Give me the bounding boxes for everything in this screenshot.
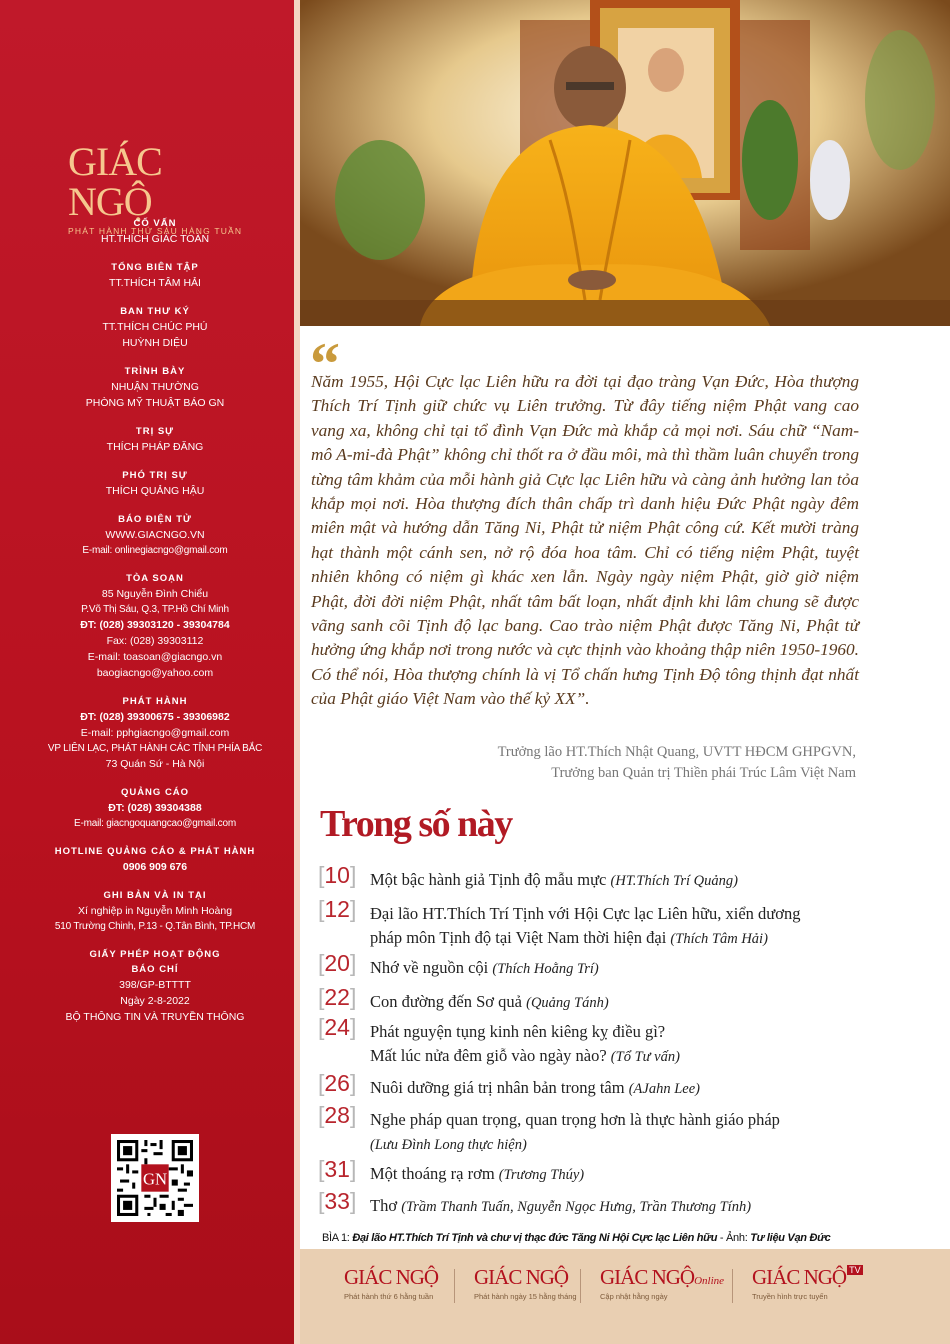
masthead-block: [20, 260, 290, 291]
toc-entry-line: [370, 956, 930, 981]
toc-page-number: [12]: [318, 896, 357, 922]
toc-entry-line: [370, 990, 930, 1015]
attribution-line-2: Trưởng ban Quản trị Thiền phái Trúc Lâm Việt Nam: [551, 765, 856, 781]
toc-article-title: Nghe pháp quan trọng, quan trọng hơn là thực hành giáo pháp: [370, 1110, 780, 1129]
masthead-block: [20, 888, 290, 934]
attribution-line-1: Trưởng lão HT.Thích Nhật Quang, UVTT HĐCM GHPGVN,: [497, 744, 856, 760]
toc-article-author: (Quảng Tánh): [526, 995, 609, 1011]
brand-tagline: Phát hành ngày 15 hằng tháng: [474, 1292, 577, 1301]
toc-entry-text: [370, 1162, 930, 1187]
toc-entry-text: [370, 990, 930, 1015]
masthead-contact-link[interactable]: E-mail: toasoan@giacngo.vn: [87, 651, 223, 663]
masthead-contact-link[interactable]: E-mail: onlinegiacngo@gmail.com: [82, 545, 228, 556]
masthead-label: CỐ VẤN: [133, 218, 177, 229]
masthead-line: PHÒNG MỸ THUẬT BÁO GN: [85, 397, 225, 409]
brand-name: GIÁC NGỘ TV: [752, 1265, 861, 1289]
masthead-label: TRỊ SỰ: [135, 426, 175, 437]
cover-note-caption: Đại lão HT.Thích Trí Tịnh và chư vị thạc đức Tăng Ni Hội Cực lạc Liên hữu: [352, 1232, 718, 1244]
toc-entry-text: [370, 1020, 930, 1069]
cover-note-prefix: BÌA 1:: [322, 1232, 353, 1244]
masthead-line: Xí nghiệp in Nguyễn Minh Hoàng: [77, 905, 233, 917]
cover-note-credit-label: - Ảnh:: [717, 1232, 751, 1244]
toc-entry-line: [370, 1076, 930, 1101]
footer-brand[interactable]: [600, 1265, 724, 1301]
masthead-label: GHI BẢN VÀ IN TẠI: [103, 890, 207, 901]
toc-entry-line: [370, 1194, 930, 1219]
masthead-label: HOTLINE QUẢNG CÁO & PHÁT HÀNH: [54, 846, 256, 857]
masthead-block: [20, 571, 290, 681]
toc-entry-text: [370, 902, 930, 951]
masthead-line: VP LIÊN LẠC, PHÁT HÀNH CÁC TỈNH PHÍA BẮC: [47, 743, 263, 754]
toc-entry-text: [370, 868, 930, 893]
masthead-line: ĐT: (028) 39303120 - 39304784: [80, 619, 230, 631]
masthead-block: [20, 694, 290, 772]
toc-article-author: (Thích Hoằng Trí): [492, 961, 599, 977]
brand-divider: [580, 1269, 581, 1303]
logo-subtitle: PHÁT HÀNH THỨ SÁU HÀNG TUẦN: [68, 226, 243, 236]
masthead-label: PHÓ TRỊ SỰ: [122, 470, 188, 481]
toc-entry-line: [370, 1044, 930, 1069]
toc-article-author: (AJahn Lee): [628, 1081, 700, 1097]
masthead-block: [20, 844, 290, 875]
toc-page-number: [24]: [318, 1014, 357, 1040]
masthead-label: TRÌNH BÀY: [124, 366, 186, 377]
toc-entry-line: [370, 902, 930, 926]
masthead-line: 85 Nguyễn Đình Chiểu: [101, 588, 209, 600]
brand-name: GIÁC NGỘOnline: [600, 1265, 725, 1289]
toc-entry-line: [370, 1162, 930, 1187]
toc-title: Trong số này: [320, 803, 512, 845]
masthead-line: ĐT: (028) 39304388: [108, 802, 202, 814]
footer-brand[interactable]: [344, 1265, 438, 1301]
masthead-line: TT.THÍCH TÂM HẢI: [109, 277, 201, 289]
brand-tagline: Phát hành thứ 6 hằng tuần: [344, 1292, 434, 1301]
toc-entry-line: [370, 1132, 930, 1157]
masthead-block: [20, 785, 290, 831]
cover-photo: [300, 0, 950, 326]
featured-quote: Năm 1955, Hội Cực lạc Liên hữu ra đời tại đạo tràng Vạn Đức, Hòa thượng Thích Trí Tịnh giữ chức vụ Liên trưởng. Từ đây tiếng niệm Phật vang cao vang xa, không chỉ tại tổ đình Vạn Đức mà khắp cả mọi nơi. Sáu chữ “Nam-mô A-mi-đà Phật” không chỉ thốt ra ở đầu môi, mà thì thầm luân chuyển trong từng tâm khảm của mỗi hành giả Cực lạc Liên hữu và càng ảnh hưởng lan tỏa khắp mọi nơi. Hòa thượng đích thân chấp trì danh hiệu Đức Phật ngày đêm miên mật và hướng dẫn Tăng Ni, Phật tử niệm Phật công cứ. Kết mười tràng hạt thành một cánh sen, nở rộ đóa hoa tâm. Chỉ có tiếng niệm Phật, tuyệt nhiên không có niệm gì khác xen lẫn. Ngày ngày niệm Phật, giờ giờ niệm Phật, đời đời niệm Phật, nhất tâm bất loạn, nhất định khi lâm chung sẽ được vãng sanh cõi Tịnh độ lạc bang. Cao trào niệm Phật được Tăng Ni, Phật tử hưởng ứng khắp nơi trong nước và cực thịnh vào khoảng thập niên 1950-1960. Có thể nói, Hòa thượng chính là vị Tổ chấn hưng Tịnh Độ tông thịnh đạt nhất của Phật giáo Việt Nam vào thế kỷ XX”.: [311, 372, 859, 709]
toc-entry-text: [370, 1194, 930, 1219]
toc-page-number: [31]: [318, 1156, 357, 1182]
brand-tagline: Cập nhật hằng ngày: [600, 1292, 668, 1301]
brand-divider: [732, 1269, 733, 1303]
logo-text: GIÁC NGỘ: [68, 139, 162, 224]
toc-article-author: (Tổ Tư vấn): [610, 1049, 680, 1065]
footer-brands: [300, 1249, 950, 1344]
toc-article-author: (Lưu Đình Long thực hiện): [370, 1137, 527, 1153]
toc-entry-text: [370, 956, 930, 981]
toc-article-author: (HT.Thích Trí Quảng): [610, 873, 738, 889]
masthead-line: 510 Trường Chinh, P.13 - Q.Tân Bình, TP.HCM: [54, 921, 256, 932]
masthead-label: QUẢNG CÁO: [120, 787, 190, 798]
masthead-contact-link[interactable]: E-mail: pphgiacngo@gmail.com: [80, 727, 230, 739]
toc-entry-text: [370, 1076, 930, 1101]
toc-article-title: Thơ: [370, 1196, 402, 1215]
masthead-contact-link[interactable]: E-mail: giacngoquangcao@gmail.com: [74, 818, 236, 829]
masthead-line: Fax: (028) 39303112: [106, 635, 204, 647]
quote-mark-icon: “: [310, 331, 340, 397]
masthead-line: THÍCH QUẢNG HẬU: [105, 485, 205, 497]
toc-article-title: pháp môn Tịnh độ tại Việt Nam thời hiện đại: [370, 928, 671, 947]
masthead-line: NHUẬN THƯỜNG: [111, 381, 199, 393]
masthead-line: BỘ THÔNG TIN VÀ TRUYỀN THÔNG: [65, 1011, 245, 1023]
toc-page-number: [26]: [318, 1070, 357, 1096]
qr-code[interactable]: [111, 1134, 199, 1222]
masthead-block: [20, 364, 290, 411]
masthead-contact-link[interactable]: WWW.GIACNGO.VN: [105, 529, 205, 541]
masthead-line: TT.THÍCH CHÚC PHÚ: [102, 321, 208, 333]
toc-article-author: (Thích Tâm Hải): [670, 931, 768, 947]
masthead-label: PHÁT HÀNH: [122, 696, 188, 707]
toc-entry-line: [370, 1108, 930, 1132]
masthead-line: HUỲNH DIỆU: [122, 337, 188, 349]
monk-photo-illustration: [300, 0, 950, 326]
masthead-block: [20, 468, 290, 499]
toc-article-author: (Trương Thúy): [498, 1167, 585, 1183]
masthead-line: THÍCH PHÁP ĐĂNG: [106, 441, 204, 453]
masthead-line: P.Võ Thị Sáu, Q.3, TP.Hồ Chí Minh: [81, 604, 229, 615]
toc-entry-line: [370, 1020, 930, 1044]
toc-page-number: [10]: [318, 862, 357, 888]
brand-divider: [454, 1269, 455, 1303]
masthead-credits: [20, 216, 290, 1038]
masthead-block: [20, 216, 290, 247]
masthead-sidebar: [0, 0, 294, 1344]
toc-page-number: [28]: [318, 1102, 357, 1128]
qr-badge: GN: [142, 1169, 168, 1189]
toc-entry-line: [370, 868, 930, 893]
qr-code-icon: [117, 1140, 193, 1216]
masthead-line: Ngày 2-8-2022: [120, 995, 190, 1007]
toc-article-title: Mất lúc nửa đêm giỗ vào ngày nào?: [370, 1046, 611, 1065]
toc-article-author: (Trầm Thanh Tuấn, Nguyễn Ngọc Hưng, Trần Thương Tính): [401, 1199, 752, 1215]
toc-article-title: Một thoáng rạ rơm: [370, 1164, 499, 1183]
cover-note: [322, 1232, 830, 1244]
masthead-line: 0906 909 676: [122, 861, 188, 873]
tv-badge: TV: [849, 1265, 861, 1275]
toc-article-title: Nhớ về nguồn cội: [370, 958, 493, 977]
masthead-block: [20, 512, 290, 558]
masthead-line: 73 Quán Sứ - Hà Nội: [105, 758, 205, 770]
masthead-label: TÒA SOẠN: [126, 573, 184, 584]
masthead-block: [20, 947, 290, 1025]
masthead-line: HT.THÍCH GIÁC TOÀN: [100, 233, 210, 245]
brand-suffix: Online: [694, 1275, 725, 1287]
cover-note-credit: Tư liệu Vạn Đức: [750, 1232, 831, 1244]
brand-tagline: Truyền hình trực tuyến: [752, 1292, 828, 1301]
toc-article-title: Một bậc hành giả Tịnh độ mẫu mực: [370, 870, 611, 889]
toc-entry-line: [370, 926, 930, 951]
toc-article-title: Phát nguyện tụng kinh nên kiêng kỵ điều gì?: [370, 1022, 666, 1041]
quote-attribution: [380, 742, 856, 784]
brand-name: GIÁC NGỘ: [474, 1265, 569, 1289]
masthead-block: [20, 424, 290, 455]
masthead-line: ĐT: (028) 39300675 - 39306982: [80, 711, 230, 723]
masthead-block: [20, 304, 290, 351]
masthead-contact-link[interactable]: baogiacngo@yahoo.com: [96, 667, 214, 679]
masthead-line: 398/GP-BTTTT: [119, 979, 191, 991]
masthead-label: BÁO ĐIỆN TỬ: [118, 514, 192, 525]
toc-page-number: [33]: [318, 1188, 357, 1214]
footer-brand[interactable]: [474, 1265, 577, 1301]
toc-article-title: Nuôi dưỡng giá trị nhân bản trong tâm: [370, 1078, 629, 1097]
masthead-label: GIẤY PHÉP HOẠT ĐỘNG BÁO CHÍ: [89, 949, 221, 975]
toc-page-number: [22]: [318, 984, 357, 1010]
toc-entry-text: [370, 1108, 930, 1157]
toc-page-number: [20]: [318, 950, 357, 976]
toc-article-title: Đại lão HT.Thích Trí Tịnh với Hội Cực lạc Liên hữu, xiển dương: [370, 904, 801, 923]
footer-brand[interactable]: [752, 1265, 863, 1301]
brand-name: GIÁC NGỘ: [344, 1265, 439, 1289]
masthead-label: TỔNG BIÊN TẬP: [111, 262, 199, 273]
toc-article-title: Con đường đến Sơ quả: [370, 992, 527, 1011]
masthead-label: BAN THƯ KÝ: [120, 306, 190, 317]
